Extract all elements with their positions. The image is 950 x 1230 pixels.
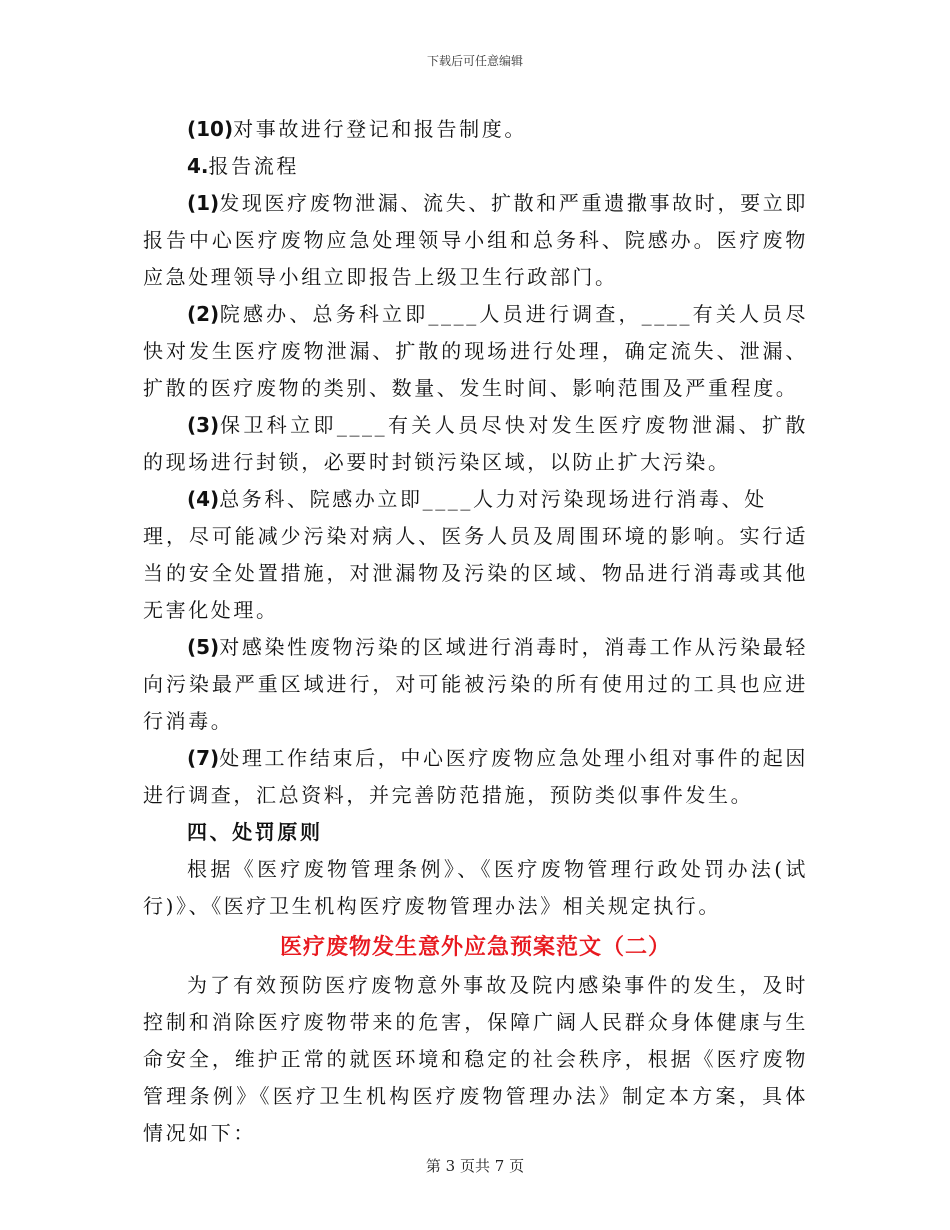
section-number: 4.	[187, 154, 209, 178]
item-text: 对感染性废物污染的区域进行消毒时，消毒工作从污染最轻向污染最严重区域进行，对可能被污染的所有使用过的工具也应进行消毒。	[143, 635, 808, 733]
item-number: (10)	[187, 117, 234, 141]
item-number: (3)	[187, 413, 220, 437]
report-step-2	[143, 296, 808, 407]
item-text: 总务科、院感办立即____人力对污染现场进行消毒、处	[219, 487, 767, 511]
item-number: (4)	[187, 487, 220, 511]
page-footer: 第 3 页共 7 页	[425, 1157, 525, 1175]
section-4-text: 根据《医疗废物管理条例》、《医疗废物管理行政处罚办法(试行)》、《医疗卫生机构医疗废物管理办法》相关规定执行。	[143, 857, 808, 918]
item-number: (5)	[187, 635, 220, 659]
report-step-1	[143, 185, 808, 296]
item-text: 发现医疗废物泄漏、流失、扩散和严重遗撒事故时，要立即报告中心医疗废物应急处理领导小组和总务科、院感办。医疗废物应急处理领导小组立即报告上级卫生行政部门。	[143, 191, 808, 289]
document-body	[143, 111, 808, 1152]
section-4-title: 四、处罚原则	[187, 820, 323, 844]
report-step-3	[143, 407, 808, 481]
report-step-7	[143, 740, 808, 814]
item-text: 院感办、总务科立即____人员进行调查，____有关人员尽快对发生医疗废物泄漏、扩散的现场进行处理，确定流失、泄漏、扩散的医疗废物的类别、数量、发生时间、影响范围及严重程度。	[143, 302, 808, 400]
item-text: 处理工作结束后，中心医疗废物应急处理小组对事件的起因进行调查，汇总资料，并完善防范措施，预防类似事件发生。	[143, 746, 808, 807]
item-number: (1)	[187, 191, 220, 215]
report-step-4b: 理，尽可能减少污染对病人、医务人员及周围环境的影响。实行适当的安全处置措施，对泄漏物及污染的区域、物品进行消毒或其他无害化处理。	[143, 524, 808, 622]
item-text: 对事故进行登记和报告制度。	[233, 117, 527, 141]
report-step-5	[143, 629, 808, 740]
item-text: 保卫科立即____有关人员尽快对发生医疗废物泄漏、扩散的现场进行封锁，必要时封锁污染区域，以防止扩大污染。	[143, 413, 808, 474]
item-number: (7)	[187, 746, 220, 770]
item-10	[143, 111, 808, 148]
document-title-part-2: 医疗废物发生意外应急预案范文（二）	[279, 934, 671, 960]
intro-paragraph: 为了有效预防医疗废物意外事故及院内感染事件的发生，及时控制和消除医疗废物带来的危害，保障广阔人民群众身体健康与生命安全，维护正常的就医环境和稳定的社会秩序，根据《医疗废物管理条例》《医疗卫生机构医疗废物管理办法》制定本方案，具体情况如下：	[143, 973, 808, 1145]
report-step-4a	[143, 481, 808, 518]
page-header: 下载后可任意编辑	[426, 54, 523, 68]
section-4-heading	[143, 148, 808, 185]
section-text: 报告流程	[208, 154, 299, 178]
item-number: (2)	[187, 302, 220, 326]
